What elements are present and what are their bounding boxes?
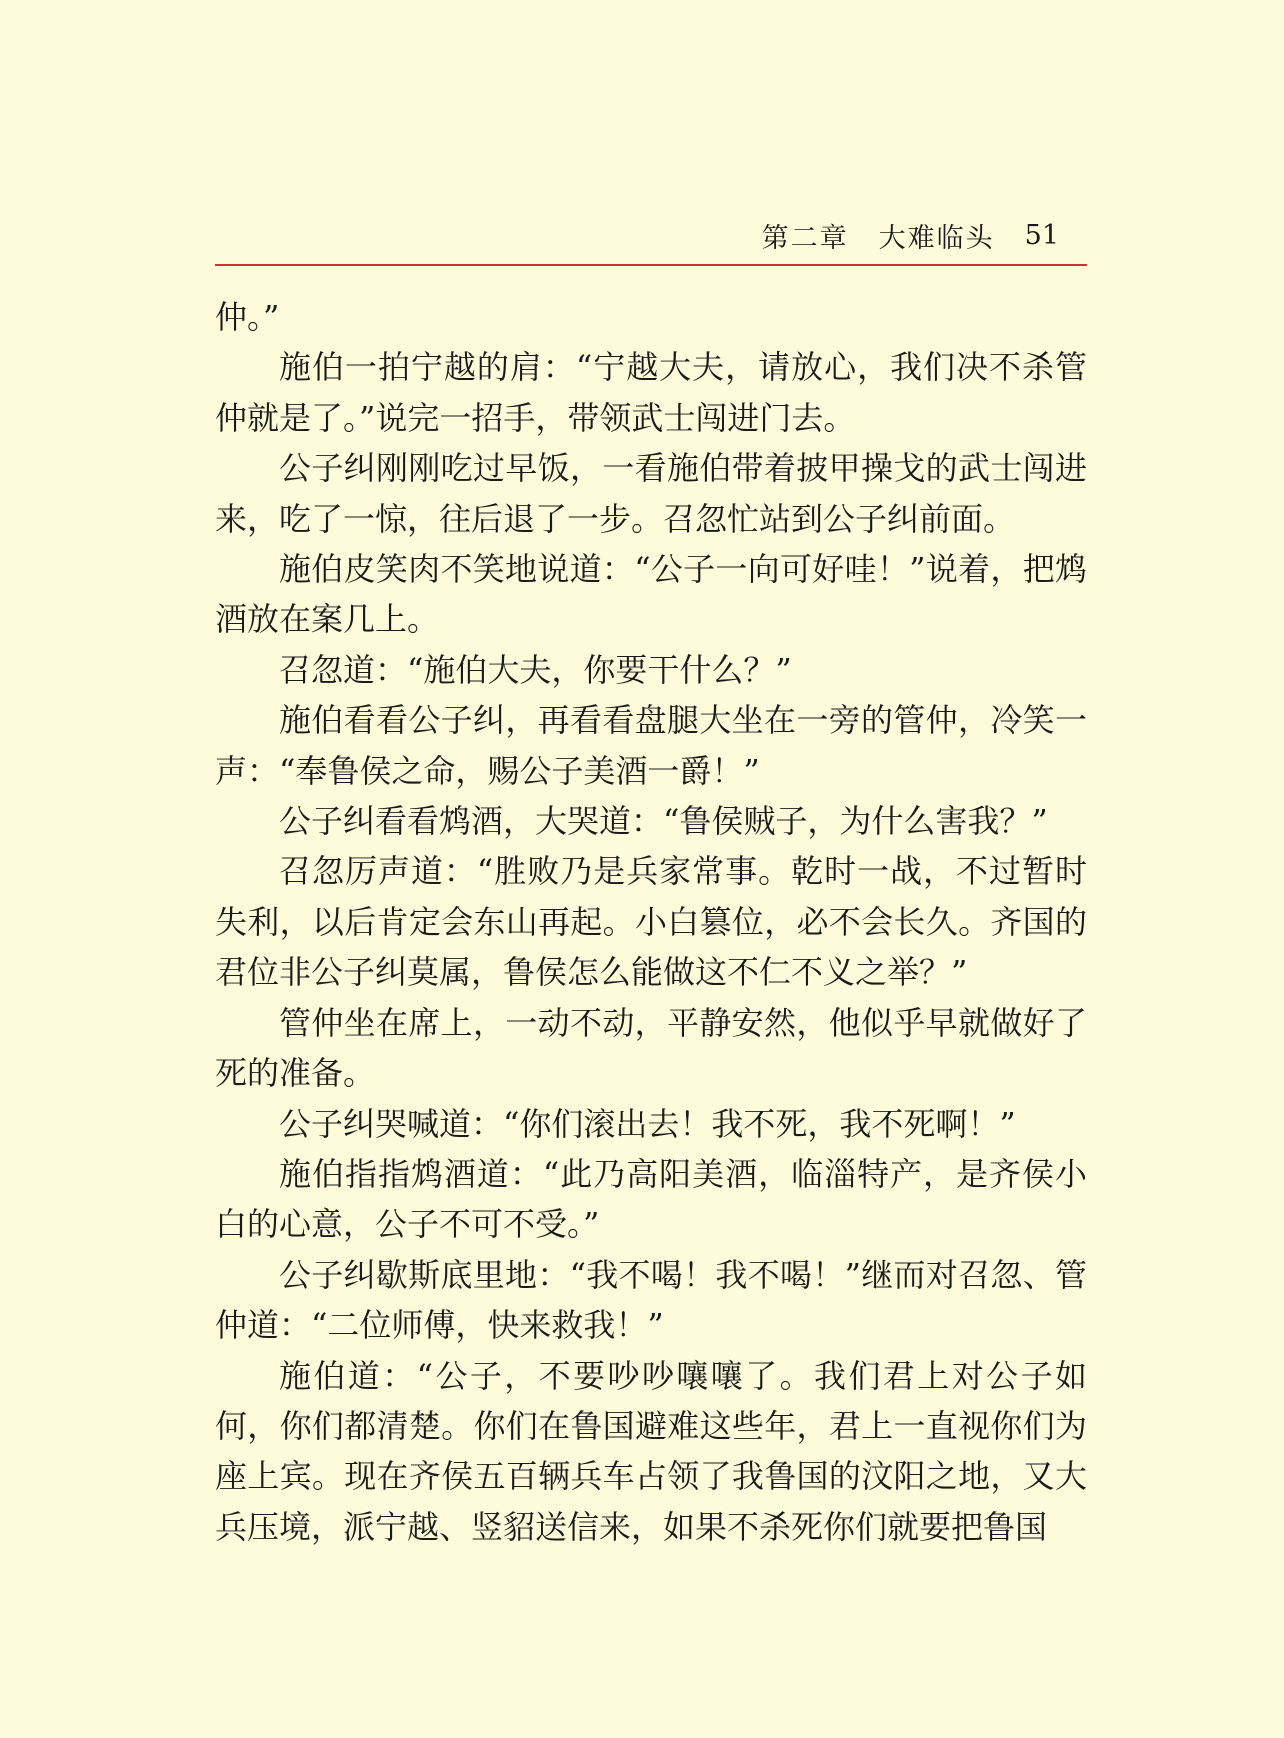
paragraph: 公子纠歇斯底里地：“我不喝！我不喝！”继而对召忽、管仲道：“二位师傅，快来救我！” [215,1255,1087,1345]
header-rule [215,264,1087,266]
page-number: 51 [1024,219,1059,251]
paragraph: 施伯皮笑肉不笑地说道：“公子一向可好哇！”说着，把鸩酒放在案几上。 [215,550,1087,639]
paragraph: 管仲坐在席上，一动不动，平静安然，他似乎早就做好了死的准备。 [215,1003,1087,1093]
paragraph: 公子纠刚刚吃过早饭，一看施伯带着披甲操戈的武士闯进来，吃了一惊，往后退了一步。召忽忙站到公子纠前面。 [215,449,1087,538]
paragraph: 施伯道：“公子，不要吵吵嚷嚷了。我们君上对公子如何，你们都清楚。你们在鲁国避难这些年，君上一直视你们为座上宾。现在齐侯五百辆兵车占领了我鲁国的汶阳之地，又大兵压境，派宁越、竖貂送信来，如果不杀死你们就要把鲁国 [215,1356,1087,1546]
chapter-title: 大难临头 [878,222,995,254]
running-header [215,210,1087,260]
paragraph: 仲。” [215,298,280,336]
paragraph: 施伯指指鸩酒道：“此乃高阳美酒，临淄特产，是齐侯小白的心意，公子不可不受。” [215,1154,1087,1244]
paragraph: 公子纠哭喊道：“你们滚出去！我不死，我不死啊！” [279,1104,1016,1143]
paragraph: 召忽厉声道：“胜败乃是兵家常事。乾时一战，不过暂时失利，以后肯定会东山再起。小白篡位，必不会长久。齐国的君位非公子纠莫属，鲁侯怎么能做这不仁不义之举？” [215,852,1087,992]
paragraph: 施伯看看公子纠，再看看盘腿大坐在一旁的管仲，冷笑一声：“奉鲁侯之命，赐公子美酒一爵！” [215,701,1087,790]
paragraph: 施伯一拍宁越的肩：“宁越大夫，请放心，我们决不杀管仲就是了。”说完一招手，带领武士闯进门去。 [215,348,1087,437]
page-body [215,292,1087,1552]
paragraph: 公子纠看看鸩酒，大哭道：“鲁侯贼子，为什么害我？” [279,802,1048,841]
paragraph: 召忽道：“施伯大夫，你要干什么？” [279,650,792,689]
chapter-label: 第二章 [761,222,849,254]
